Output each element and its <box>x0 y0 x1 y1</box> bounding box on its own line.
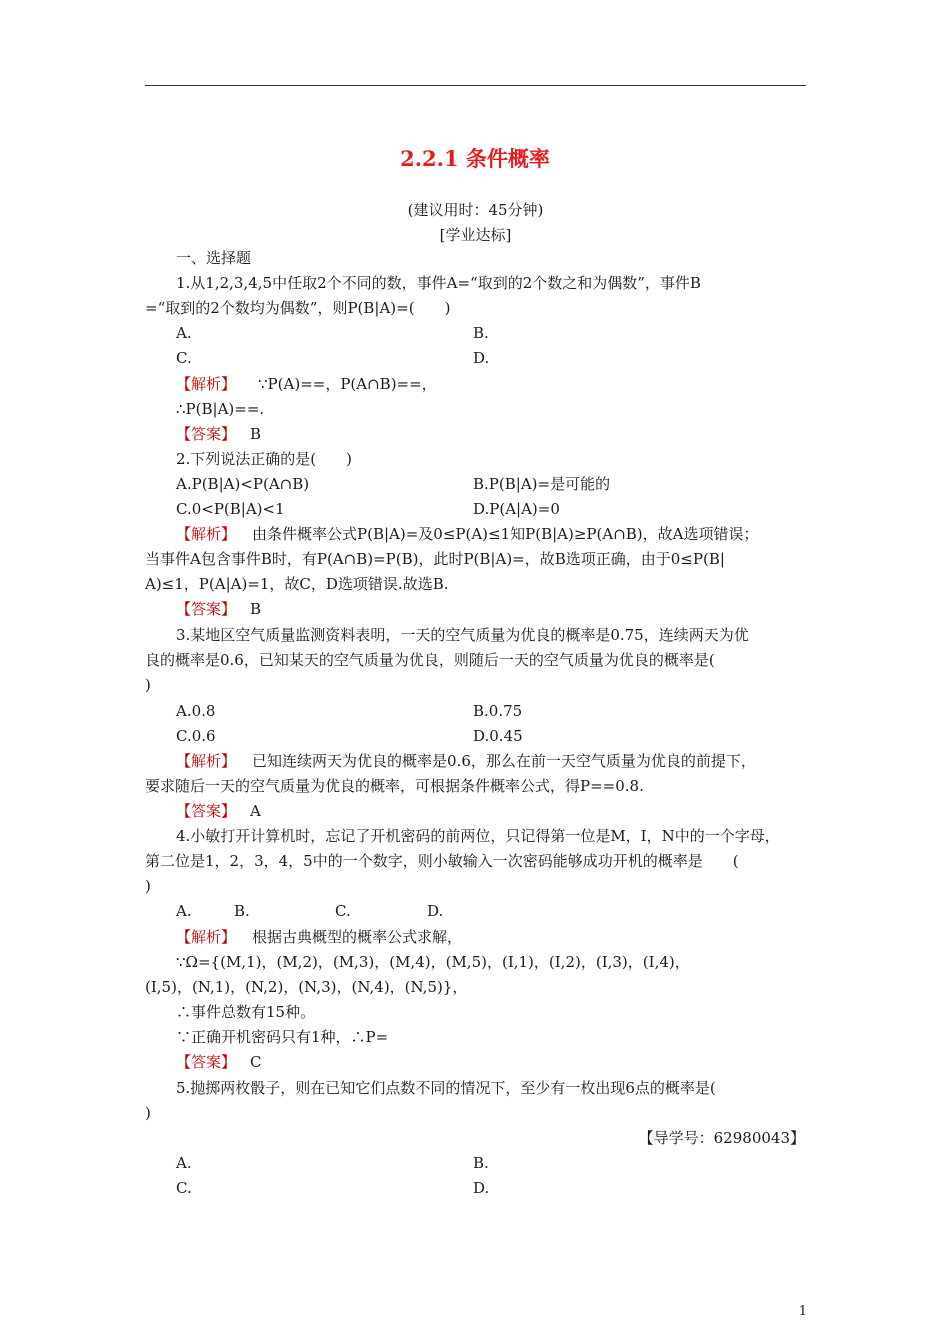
q4-answer-value: C <box>250 1053 262 1071</box>
q2-analysis-line2: 当事件A包含事件B时，有P(A∩B)=P(B)，此时P(B|A)=，故B选项正确，由于0≤P(B| <box>145 550 725 568</box>
answer-tag: 【答案】 <box>176 425 237 443</box>
q4-analysis-line4: ∴事件总数有15种。 <box>176 1003 316 1021</box>
analysis-tag: 【解析】 <box>176 525 237 543</box>
q3-option-d: D.0.45 <box>473 727 523 745</box>
q4-option-d: D. <box>427 902 444 920</box>
q1-stem-line1: 1.从1,2,3,4,5中任取2个不同的数，事件A=“取到的2个数之和为偶数”，事件B <box>176 274 701 292</box>
q1-analysis-line2: ∴P(B|A)==. <box>176 400 265 418</box>
q2-option-d: D.P(A|A)=0 <box>473 500 560 518</box>
time-note: (建议用时：45分钟) <box>407 201 544 219</box>
answer-tag: 【答案】 <box>176 802 237 820</box>
page-title: 2.2.1 条件概率 <box>400 146 550 171</box>
q4-stem-line1: 4.小敏打开计算机时，忘记了开机密码的前两位，只记得第一位是M，I，N中的一个字母， <box>176 827 780 845</box>
q4-option-b: B. <box>234 902 250 920</box>
q2-option-b: B.P(B|A)=是可能的 <box>473 475 611 493</box>
q1-option-b: B. <box>473 324 489 342</box>
q4-analysis-line2: ∵Ω={(M,1)，(M,2)，(M,3)，(M,4)，(M,5)，(I,1)，(I,2)，(I,3)，(I,4)， <box>176 953 690 971</box>
q4-analysis-line1 <box>145 927 806 947</box>
q3-option-b: B.0.75 <box>473 702 523 720</box>
q1-stem-line2: =“取到的2个数均为偶数”，则P(B|A)=( ) <box>145 299 451 317</box>
q2-answer <box>145 599 806 619</box>
q3-option-a: A.0.8 <box>176 702 216 720</box>
section-label: [学业达标] <box>439 226 512 244</box>
part-heading: 一、选择题 <box>176 249 252 267</box>
answer-tag: 【答案】 <box>176 600 237 618</box>
q3-answer <box>145 801 806 821</box>
q1-analysis-line1 <box>145 374 806 394</box>
q3-stem-line2: 良的概率是0.6，已知某天的空气质量为优良，则随后一天的空气质量为优良的概率是( <box>145 651 715 669</box>
q3-analysis-line2: 要求随后一天的空气质量为优良的概率，可根据条件概率公式，得P==0.8. <box>145 777 644 795</box>
q4-option-c: C. <box>335 902 351 920</box>
q2-analysis-text1: 由条件概率公式P(B|A)=及0≤P(A)≤1知P(B|A)≥P(A∩B)，故A选项错误； <box>252 525 759 543</box>
q4-analysis-line3: (I,5)，(N,1)，(N,2)，(N,3)，(N,4)，(N,5)}， <box>145 978 468 996</box>
page-number: 1 <box>798 1304 807 1319</box>
q1-option-c: C. <box>176 349 192 367</box>
q3-answer-value: A <box>250 802 261 820</box>
q4-stem-line2: 第二位是1，2，3，4，5中的一个数字，则小敏输入一次密码能够成功开机的概率是 ( <box>145 852 739 870</box>
q5-stem-line1: 5.抛掷两枚骰子，则在已知它们点数不同的情况下，至少有一枚出现6点的概率是( <box>176 1079 716 1097</box>
q4-answer <box>145 1052 806 1072</box>
header-rule <box>145 85 806 86</box>
q3-analysis-line1 <box>145 751 806 771</box>
q2-option-a: A.P(B|A)<P(A∩B) <box>176 475 310 493</box>
q4-option-a: A. <box>176 902 192 920</box>
q2-analysis-line3: A)≤1，P(A|A)=1，故C，D选项错误.故选B. <box>145 575 449 593</box>
q2-option-c: C.0<P(B|A)<1 <box>176 500 285 518</box>
q1-option-d: D. <box>473 349 490 367</box>
q1-option-a: A. <box>176 324 192 342</box>
analysis-tag: 【解析】 <box>176 752 237 770</box>
q5-option-c: C. <box>176 1179 192 1197</box>
q4-stem-line3: ) <box>145 877 151 895</box>
q5-option-d: D. <box>473 1179 490 1197</box>
q5-stem-line2: ) <box>145 1104 151 1122</box>
q1-analysis-text1: ∵P(A)==，P(A∩B)==， <box>258 375 437 393</box>
q3-option-c: C.0.6 <box>176 727 216 745</box>
analysis-tag: 【解析】 <box>176 928 237 946</box>
q2-answer-value: B <box>250 600 262 618</box>
q4-analysis-line5: ∵正确开机密码只有1种，∴P= <box>176 1028 389 1046</box>
q1-answer-value: B <box>250 425 262 443</box>
q3-stem-line1: 3.某地区空气质量监测资料表明，一天的空气质量为优良的概率是0.75，连续两天为优 <box>176 626 749 644</box>
answer-tag: 【答案】 <box>176 1053 237 1071</box>
q5-option-a: A. <box>176 1154 192 1172</box>
q4-analysis-text1: 根据古典概型的概率公式求解， <box>252 928 463 946</box>
q3-analysis-text1: 已知连续两天为优良的概率是0.6，那么在前一天空气质量为优良的前提下， <box>252 752 756 770</box>
q3-stem-line3: ) <box>145 676 151 694</box>
q2-stem: 2.下列说法正确的是( ) <box>176 450 353 468</box>
q1-answer <box>145 424 806 444</box>
q2-analysis-line1 <box>145 524 806 544</box>
q5-option-b: B. <box>473 1154 489 1172</box>
analysis-tag: 【解析】 <box>176 375 237 393</box>
guide-number: 【导学号：62980043】 <box>638 1129 805 1147</box>
